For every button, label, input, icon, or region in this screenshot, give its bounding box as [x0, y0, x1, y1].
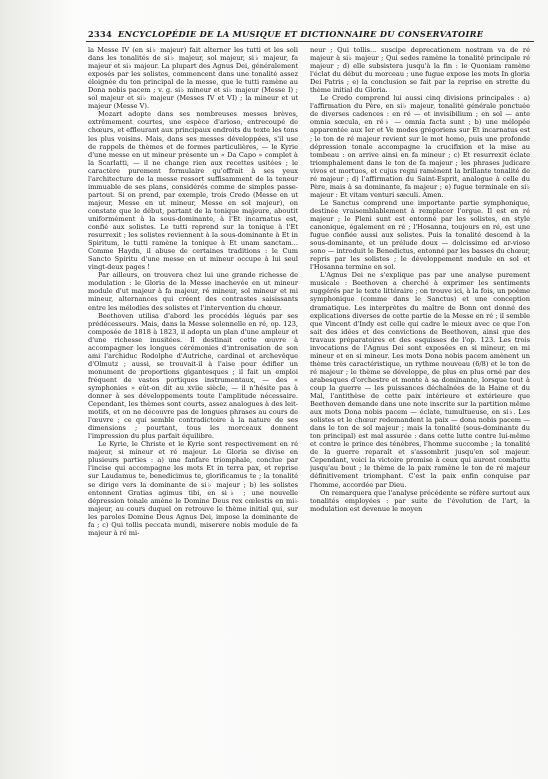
- paragraph: Mozart adopte dans ses nombreuses messes brèves, extrêmement courtes, une espèce d'arioso, entrecoupé de chœurs, et effleurant aux principaux endroits du texte les tons les plus voisins. Mais, dans ses messes développées, s'il use de rappels de thèmes et de formes particulières, — le Kyrie d'une messe en ut mineur présente un « Da Capo » complet à la Scarlatti, — il ne change rien aux recettes usitées ; le caractère purement formulaire qu'offrait à ses yeux l'architecture de la messe ressort suffisamment de la teneur immuable de ses plans, considérés comme de simples passe-partout. Si on prend, par exemple, trois Credo (Messe en ut majeur, Messe en ut mineur, Messe en sol majeur), on constate que le début, partant de la tonique majeure, aboutit uniformément à la sous-dominante, à l'Et incarnatus est, confié aux solistes. Le tutti reprend sur la tonique à l'Et resurrexit ; les solistes reviennent à la sous-dominante à Et in Spiritum, le tutti ramène la tonique à Et unam sanctam... Comme Haydn, il abuse de certaines traditions : le Cum Sancto Spiritu d'une messe en ut mineur occupe à lui seul vingt-deux pages !: [88, 110, 298, 272]
- right-column: [310, 46, 530, 746]
- paragraph: Le Kyrie, le Christe et le Kyrie sont respectivement en ré majeur, si mineur et ré majeur. Le Gloria se divise en plusieurs parties : a) une fanfare triomphale, conclue par l'incise qui accompagne les mots Et in terra pax, et reprise sur Laudamus te, benedicimus te, glorificamus te ; la tonalité se dirige vers la dominante de si♭ majeur ; b) les solistes entonnent Gratias agimus tibi, en si♭ ; une nouvelle dépression tonale amène le Domine Deus rex cœlestis en mi♭ majeur, au cours duquel on retrouve le thème initial qui, sur les paroles Domine Deus Agnus Dei, impose la dominante de fa ; c) Qui tollis peccata mundi, miserere nobis module de fa majeur à ré mi-: [88, 440, 298, 537]
- paragraph: neur ; Qui tollis... suscipe deprecationem nostram va de ré majeur à si♭ majeur ; Qui sedes ramène la tonalité principale ré majeur ; d) elle subsistera jusqu'à la fin : le Quoniam ramène l'éclat du début du morceau ; une fugue expose les mots In gloria Dei Patris ; e) la conclusion se fait par la reprise en strette du thème initial du Gloria.: [310, 46, 530, 95]
- paragraph: Beethoven utilisa d'abord les procédés légués par ses prédécesseurs. Mais, dans la Messe solennelle en ré, op. 123, composée de 1818 à 1823, il adopta un plan d'une ampleur et d'une richesse inusitées. Il destinait cette œuvre à accompagner les longues cérémonies d'intronisation de son ami l'archiduc Rodolphe d'Autriche, cardinal et archevêque d'Olmutz ; aussi, se trouvait-il à l'aise pour édifier un monument de proportions gigantesques ; il fait un emploi fréquent de vastes portiques instrumentaux, — des « symphonies » eût-on dit au xviie siècle, — il n'hésite pas à donner à ses développements toute l'amplitude nécessaire. Cependant, les thèmes sont courts, assez analogues à des leit-motifs, et on ne découvre pas de longues phrases au cours de l'œuvre ; ce qui semble contradictoire à la nature de ses dimensions ; pourtant, tous les morceaux donnent l'impression du plus parfait équilibre.: [88, 311, 298, 441]
- paragraph: L'Agnus Dei ne s'explique pas par une analyse purement musicale : Beethoven a cherché à exprimer les sentiments suggérés par le texte littéraire ; on trouve ici, à la fois, un poème symphonique (comme dans le Sanctus) et une conception dramatique. Les interprètes du maître de Bonn ont donné des explications diverses de cette partie de la Messe en ré ; il semble que Vincent d'Indy est celle qui cadre le mieux avec ce que l'on sait des idées et des convictions de Beethoven, ainsi que des travaux préparatoires et des esquisses de l'op. 123. Les trois invocations de l'Agnus Dei sont exposées en si mineur, en mi mineur et en si mineur. Les mots Dona nobis pacem amènent un thème très caractéristique, un rythme nouveau (6/8) et le ton de ré majeur ; le thème se développe, de plus en plus orné par des arabesques d'orchestre et monte à sa dominante, lorsque tout à coup la guerre — les puissances déchaînées de la Haine et du Mal, l'antithèse de cette paix intérieure et extérieure que Beethoven demande dans une note inscrite sur la partition même aux mots Dona nobis pacem — éclate, tumultueuse, en si♭. Les solistes et le chœur redemandent la paix — dona nobis pacem — dans le ton de sol majeur ; mais la tonalité (sous-dominante du ton principal) est mal assurée : dans cette lutte contre lui-même et contre le prince des ténèbres, l'homme succombe ; la tonalité de la guerre reparaît et s'assombrit jusqu'en sol majeur. Cependant, voici la victoire promise à ceux qui auront combattu jusqu'au bout ; le thème de la paix ramène le ton de ré majeur définitivement triomphant. C'est la paix enfin conquise par l'homme, accordée par Dieu.: [310, 271, 530, 489]
- paragraph: On remarquera que l'analyse précédente se réfère surtout aux tonalités employées : par suite de l'évolution de l'art, la modulation est devenue le moyen: [310, 488, 530, 513]
- left-column: [88, 46, 298, 746]
- header-rule: [86, 41, 534, 42]
- paragraph: la Messe IV (en si♭ majeur) fait alterner les tutti et les soli dans les tonalités de si♭ majeur, sol majeur, si♭ majeur, fa majeur et si♭ majeur. La plupart des Agnus Dei, généralement exposés par les solistes, commencent dans une tonalité assez éloignée du ton principal de la messe, que le tutti ramène au Dona nobis pacem ; v. g. si♭ mineur et si♭ majeur (Messe I) ; sol majeur et si♭ majeur (Messes IV et VI) ; la mineur et ut majeur (Messe V).: [88, 46, 298, 111]
- page-number: 2334: [88, 29, 112, 39]
- paragraph: Le Sanctus comprend une importante partie symphonique, destinée vraisemblablement à remplacer l'orgue. Il est en ré majeur ; le Pleni sunt est entonné par les solistes, en style canonique, également en ré ; l'Hosanna, toujours en ré, est une fugue confiée aussi aux solistes. Puis la tonalité descend à la sous-dominante, et un prélude doux — dolcissimo ed ar-vioso sono — introduit le Benedictus, entonné par les basses du chœur, repris par les solistes ; le développement module en sol et l'Hosanna termine en sol.: [310, 198, 530, 272]
- paragraph: Par ailleurs, on trouvera chez lui une grande richesse de modulation : le Gloria de la Messe inachevée en ut mineur module d'ut majeur à fa majeur, ré mineur, sol mineur et mi mineur, alternances qui créent des contrastes saisissants entre les mélodies des solistes et l'intervention du chœur.: [88, 271, 298, 312]
- running-title: ENCYCLOPÉDIE DE LA MUSIQUE ET DICTIONNAIRE DU CONSERVATOIRE: [118, 29, 484, 39]
- book-gutter: [0, 0, 72, 779]
- paragraph: Le Credo comprend lui aussi cinq divisions principales : a) l'affirmation du Père, en si♭ majeur, tonalité générale ponctuée de diverses cadences : en ré — et invisibilium ; en sol — ante omnia sœcula, en ré♭ — omnia facta sunt ; b) une mélopée apparentée aux Ier et Ve modes grégoriens sur Et incarnatus est ; le ton de ré majeur revient sur le mot homo, puis une profonde dépression tonale accompagne la crucifixion et la mise au tombeau : on arrive ainsi en fa mineur ; c) Et resurrexit éclate triomphalement dans le ton de fa majeur ; les phrases judicare vivos et mortuos, et cujus regni ramènent la brillante tonalité de ré majeur ; d) l'affirmation du Saint-Esprit, analogue à celle du Père, mais à sa dominante, fa majeur ; e) fugue terminale en si♭ majeur : Et vitam venturi sæculi. Amen.: [310, 94, 530, 199]
